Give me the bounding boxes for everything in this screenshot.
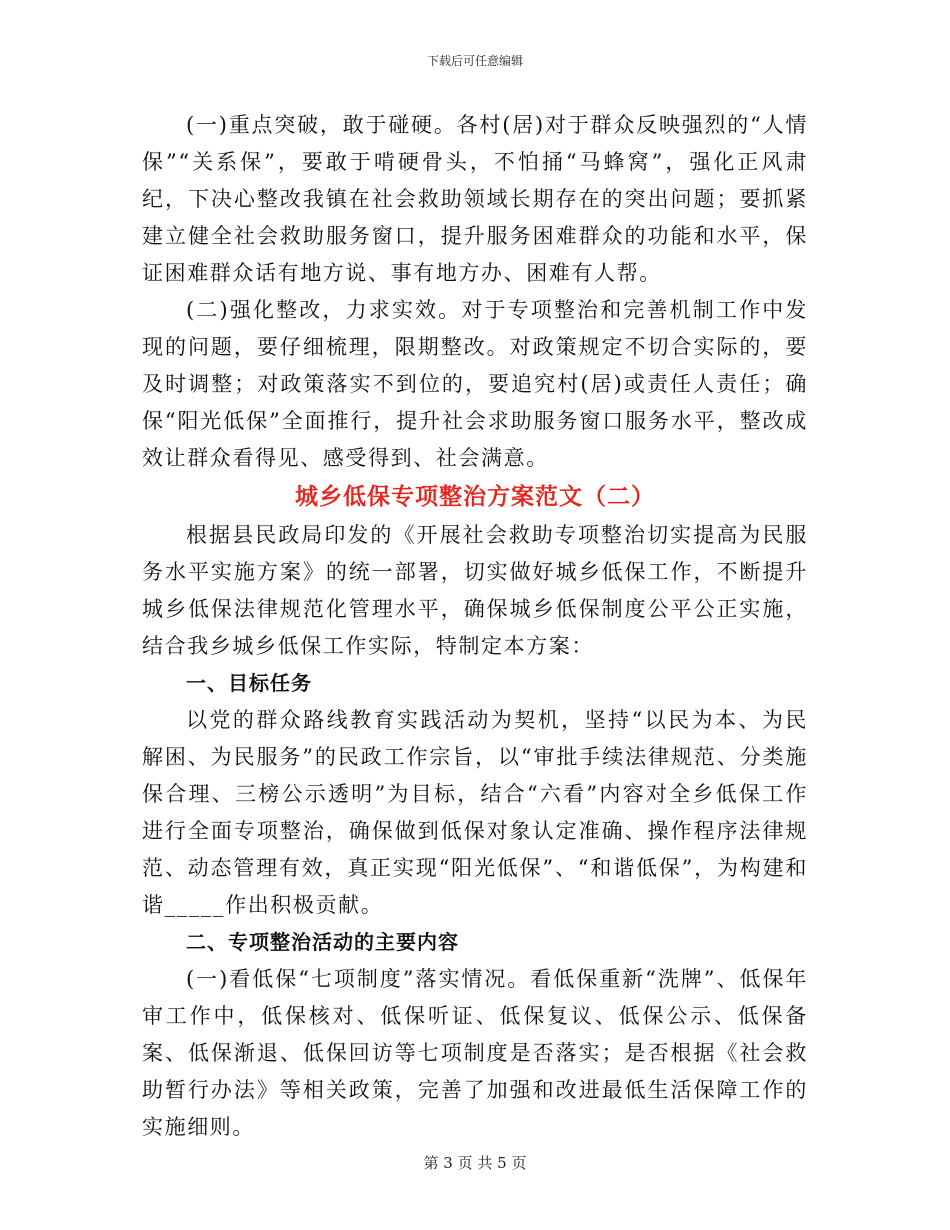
page-header: 下载后可任意编辑 [426,54,523,68]
paragraph-1: (一)重点突破，敢于碰硬。各村(居)对于群众反映强烈的“人情保”“关系保”，要敢于啃硬骨头，不怕捅“马蜂窝”，强化正风肃纪，下决心整改我镇在社会救助领域长期存在的突出问题；要抓紧建立健全社会救助服务窗口，提升服务困难群众的功能和水平，保证困难群众话有地方说、事有地方办、困难有人帮。 [142,113,808,285]
heading-main-content: 二、专项整治活动的主要内容 [186,930,459,954]
section-title: 城乡低保专项整治方案范文（二） [295,484,655,510]
paragraph-3: 根据县民政局印发的《开展社会救助专项整治切实提高为民服务水平实施方案》的统一部署，切实做好城乡低保工作，不断提升城乡低保法律规范化管理水平，确保城乡低保制度公平公正实施，结合我乡城乡低保工作实际，特制定本方案： [142,523,808,658]
document-body [142,107,808,1146]
page-footer: 第 3 页 共 5 页 [423,1154,527,1172]
paragraph-4: 以党的群众路线教育实践活动为契机，坚持“以民为本、为民解困、为民服务”的民政工作宗旨，以“审批手续法律规范、分类施保合理、三榜公示透明”为目标，结合“六看”内容对全乡低保工作进行全面专项整治，确保做到低保对象认定准确、操作程序法律规范、动态管理有效，真正实现“阳光低保”、“和谐低保”，为构建和谐_____作出积极贡献。 [142,708,808,917]
paragraph-5: (一)看低保“七项制度”落实情况。看低保重新“洗牌”、低保年审工作中，低保核对、低保听证、低保复议、低保公示、低保备案、低保渐退、低保回访等七项制度是否落实；是否根据《社会救助暂行办法》等相关政策，完善了加强和改进最低生活保障工作的实施细则。 [142,967,808,1139]
paragraph-2: (二)强化整改，力求实效。对于专项整治和完善机制工作中发现的问题，要仔细梳理，限期整改。对政策规定不切合实际的，要及时调整；对政策落实不到位的，要追究村(居)或责任人责任；确保“阳光低保”全面推行，提升社会求助服务窗口服务水平，整改成效让群众看得见、感受得到、社会满意。 [142,298,808,470]
heading-target-tasks: 一、目标任务 [186,671,312,695]
